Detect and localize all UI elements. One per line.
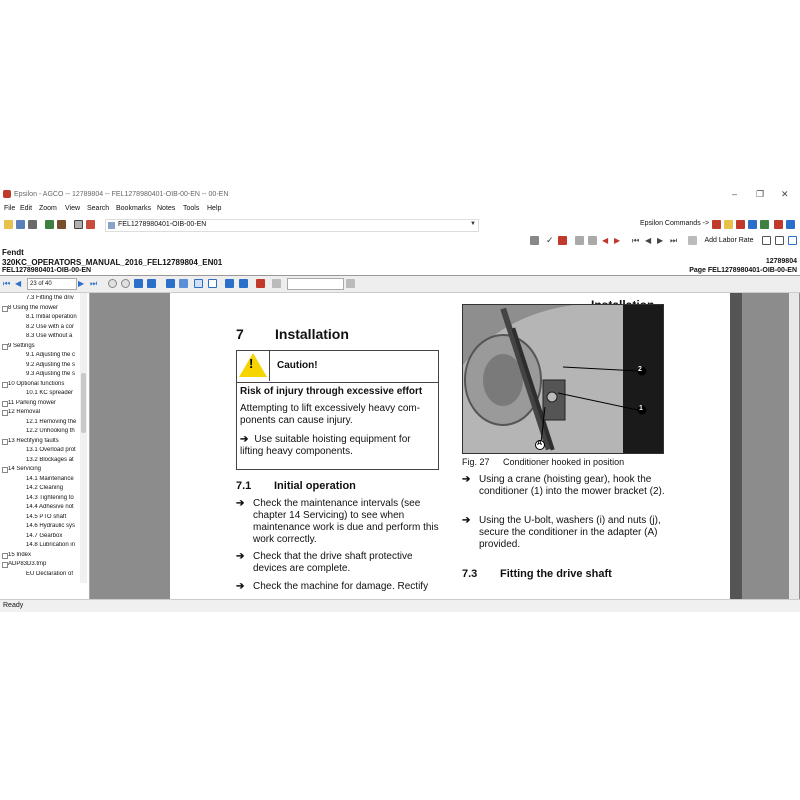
tree-item[interactable]: 8 Using the mower — [8, 304, 59, 311]
tree-item[interactable]: 11 Parking mower — [8, 399, 56, 406]
arrow-right-icon: ➔ — [462, 515, 471, 526]
help-icon[interactable] — [786, 220, 795, 229]
tree-item[interactable]: 13 Rectifying faults — [8, 437, 59, 444]
tree-item[interactable]: 7.3 Fitting the driv — [26, 295, 74, 301]
last-page-icon[interactable]: ⏭ — [90, 279, 98, 288]
tree-item[interactable]: 12 Removal — [8, 409, 41, 415]
tree-scrollbar[interactable] — [80, 293, 87, 583]
pdf-icon[interactable] — [256, 279, 265, 288]
manual-number: 12789804 — [765, 258, 797, 265]
page-shadow — [730, 293, 742, 599]
next-icon[interactable]: ▶ — [614, 236, 621, 245]
document-icon — [108, 222, 115, 229]
add-labor-rate-button[interactable]: Add Labor Rate — [704, 237, 754, 244]
document-selector-value: FEL1278980401-OIB-00-EN — [118, 221, 207, 228]
app-logo-icon — [3, 190, 11, 198]
window-max-icon[interactable] — [788, 236, 797, 245]
bullet-item — [462, 515, 672, 555]
caution-divider — [237, 382, 438, 383]
minimize-button[interactable]: – — [732, 189, 738, 199]
expander-icon[interactable] — [2, 410, 8, 416]
main-toolbar — [0, 217, 800, 232]
zoom-out-icon[interactable] — [121, 279, 130, 288]
tree-item[interactable]: 8.2 Use with a cor — [26, 323, 75, 330]
fit-icon[interactable] — [134, 279, 143, 288]
prev-icon[interactable]: ◀ — [602, 236, 609, 245]
open-folder-icon[interactable] — [4, 220, 13, 229]
page-number-input[interactable]: 23 of 40 — [27, 278, 77, 290]
arrow-right-icon: ➔ — [462, 474, 471, 485]
app-window — [0, 186, 800, 612]
cart-icon[interactable] — [558, 236, 567, 245]
bullet-text: Check the machine for damage. Rectify — [253, 581, 429, 592]
check-icon[interactable]: ✓ — [546, 235, 554, 245]
bullet-item — [236, 551, 441, 577]
history-icon[interactable] — [588, 236, 597, 245]
chapter-number: 7 — [236, 326, 244, 342]
tree-item[interactable]: 14.6 Hydraulic sys — [26, 523, 76, 529]
bullet-item — [462, 474, 672, 514]
expander-icon[interactable] — [2, 439, 8, 445]
document-code: FEL1278980401-OIB-00-EN — [2, 267, 92, 274]
chevron-down-icon[interactable]: ▼ — [470, 221, 476, 227]
highlight-icon[interactable] — [272, 279, 281, 288]
tree-item[interactable]: 14.8 Lubrication in — [26, 542, 76, 548]
document-scrollbar[interactable] — [789, 293, 799, 599]
brand-header — [0, 248, 800, 257]
next-page-icon[interactable]: ▶ — [78, 279, 85, 288]
bullet-item — [236, 581, 441, 595]
arrow-right-icon: ➔ — [236, 498, 245, 509]
tree-item[interactable]: 14 Servicing — [8, 466, 42, 472]
single-page-icon[interactable] — [166, 279, 175, 288]
viewer-toolbar — [0, 276, 800, 293]
history-back-icon[interactable] — [575, 236, 584, 245]
tree-item[interactable]: EU Declaration of — [26, 570, 74, 577]
epsilon-commands-label: Epsilon Commands -> — [640, 220, 710, 227]
brand-name: Fendt — [2, 248, 24, 257]
tree-item[interactable]: 10.1 KC spreader — [26, 390, 74, 396]
back-link-icon[interactable] — [225, 279, 234, 288]
document-view — [90, 293, 800, 599]
two-page-icon[interactable] — [208, 279, 217, 288]
caution-action-text: Use suitable hoisting equipment for lifting heavy components. — [240, 434, 411, 457]
callout-2: 2 — [638, 366, 642, 373]
tree-item[interactable]: 9 Settings — [8, 342, 35, 349]
save-icon[interactable] — [16, 220, 25, 229]
prev-page-icon[interactable]: ◀ — [15, 279, 22, 288]
first-page-icon[interactable]: ⏮ — [3, 279, 11, 288]
bullet-text: Check the maintenance intervals (see chapter 14 Servicing) to see when maintenance work is due and perform this work correctly. — [253, 498, 439, 545]
maximize-button[interactable]: ❐ — [756, 189, 765, 199]
forward-icon[interactable]: ▶ — [657, 236, 664, 245]
section-73-number: 7.3 — [462, 568, 478, 580]
labor-icon[interactable] — [688, 236, 697, 245]
bookmark-tree — [0, 293, 90, 599]
epsilon-command-2-icon[interactable] — [724, 220, 733, 229]
forward-link-icon[interactable] — [239, 279, 248, 288]
window-title: Epsilon - AGCO -- 12789804 -- FEL1278980401-OIB-00-EN -- 00-EN — [14, 191, 229, 198]
section-73-title: Fitting the drive shaft — [500, 568, 612, 580]
status-bar — [0, 599, 800, 612]
tree-item[interactable]: 9.3 Adjusting the s — [26, 371, 76, 377]
bullet-text: Using a crane (hoisting gear), hook the conditioner (1) into the mower bracket (2). — [479, 474, 665, 497]
window-restore-icon[interactable] — [775, 236, 784, 245]
rotate-icon[interactable] — [147, 279, 156, 288]
secondary-toolbar — [0, 233, 800, 248]
epsilon-command-1-icon[interactable] — [712, 220, 721, 229]
chapter-title: Installation — [275, 326, 349, 342]
expander-icon[interactable] — [2, 401, 8, 407]
tree-item[interactable]: 8.1 Initial operation — [26, 314, 77, 320]
bullet-item — [236, 498, 441, 545]
status-text: Ready — [3, 602, 24, 609]
figure-image — [462, 304, 664, 454]
hand-tool-icon[interactable] — [194, 279, 203, 288]
epsilon-command-6-icon[interactable] — [774, 220, 783, 229]
page-label: Page FEL1278980401-OIB-00-EN — [689, 267, 797, 274]
tree-item[interactable]: 9.2 Adjusting the s — [26, 361, 76, 368]
arrow-right-icon: ➔ — [236, 551, 245, 562]
last-icon[interactable]: ⏭ — [670, 236, 678, 245]
figure-number: Fig. 27 — [462, 457, 490, 467]
continuous-icon[interactable] — [179, 279, 188, 288]
edit-icon[interactable] — [530, 236, 539, 245]
tree-item[interactable]: 12.1 Removing the — [26, 418, 77, 425]
manual-page — [170, 293, 730, 599]
tree-item[interactable]: 9.1 Adjusting the c — [26, 352, 76, 358]
menu-view[interactable]: View — [65, 205, 81, 212]
exclamation-icon: ! — [249, 356, 254, 371]
expander-icon[interactable] — [2, 562, 8, 568]
section-71-title: Initial operation — [274, 480, 356, 492]
warning-icon-box — [237, 351, 270, 381]
caution-action — [240, 434, 436, 458]
tree-item[interactable]: 14.7 Gearbox — [26, 532, 63, 539]
bullet-text: Using the U-bolt, washers (i) and nuts (j), secure the conditioner in the adapter (A) provided. — [479, 515, 661, 550]
menu-tools[interactable]: Tools — [183, 205, 200, 212]
epsilon-command-5-icon[interactable] — [760, 220, 769, 229]
menu-bookmarks[interactable]: Bookmarks — [116, 205, 152, 212]
caution-box — [236, 350, 439, 470]
tree-item[interactable]: 10 Optional functions — [8, 380, 65, 387]
caution-risk: Risk of injury through excessive effort — [240, 386, 423, 397]
arrow-right-icon: ➔ — [236, 581, 245, 592]
book-icon[interactable] — [86, 220, 95, 229]
bullet-text: Check that the drive shaft protective devices are complete. — [253, 551, 413, 574]
find-icon[interactable] — [346, 279, 355, 288]
tree-item[interactable]: 13.2 Blockages at — [26, 456, 74, 463]
section-71-number: 7.1 — [236, 480, 252, 492]
tree-item[interactable]: 15 Index — [8, 551, 32, 558]
tree-scroll-thumb[interactable] — [81, 373, 86, 433]
conditioner-photo — [463, 305, 663, 453]
tree-item[interactable]: 14.5 PTO shaft — [26, 513, 67, 520]
menu-edit[interactable]: Edit — [20, 205, 33, 212]
find-input[interactable] — [287, 278, 344, 290]
expander-icon[interactable] — [2, 467, 8, 473]
first-icon[interactable]: ⏮ — [632, 236, 640, 245]
expander-icon[interactable] — [2, 306, 8, 312]
tree-item[interactable]: 14.3 Tightening to — [26, 494, 74, 501]
menu-file[interactable]: File — [4, 205, 16, 212]
print-icon[interactable] — [28, 220, 37, 229]
epsilon-command-3-icon[interactable] — [736, 220, 745, 229]
tree-item[interactable]: 14.4 Adhesive not — [26, 504, 74, 510]
menu-bar — [0, 204, 800, 216]
manual-title: 320KC_OPERATORS_MANUAL_2016_FEL12789804_EN01 — [2, 258, 223, 267]
callout-a: A — [537, 440, 543, 447]
tree-item[interactable]: 12.2 Unhooking th — [26, 428, 75, 434]
figure-caption: Conditioner hooked in position — [503, 457, 625, 467]
import-icon[interactable] — [45, 220, 54, 229]
arrow-right-icon: ➔ — [240, 434, 249, 445]
expander-icon[interactable] — [2, 344, 8, 350]
tree-item[interactable]: 14.1 Maintenance — [26, 475, 74, 482]
expander-icon[interactable] — [2, 382, 8, 388]
expander-icon[interactable] — [2, 553, 8, 559]
manual-header — [0, 257, 800, 276]
export-icon[interactable] — [57, 220, 66, 229]
tree-item[interactable]: 8.3 Use without a — [26, 333, 73, 339]
split-view-icon[interactable] — [74, 220, 83, 229]
epsilon-command-4-icon[interactable] — [748, 220, 757, 229]
tree-item[interactable]: 14.2 Cleaning — [26, 485, 64, 491]
document-selector[interactable] — [105, 219, 479, 232]
callout-1: 1 — [639, 405, 643, 412]
close-button[interactable]: ✕ — [781, 189, 789, 199]
menu-zoom[interactable]: Zoom — [39, 205, 57, 212]
caution-text: Attempting to lift excessively heavy com-ponents can cause injury. — [240, 403, 421, 426]
tree-item[interactable]: ADP83D3.tmp — [8, 561, 47, 567]
menu-help[interactable]: Help — [207, 205, 222, 212]
tree-item[interactable]: 13.1 Overload prot — [26, 447, 76, 453]
title-bar — [0, 186, 800, 203]
window-min-icon[interactable] — [762, 236, 771, 245]
back-icon[interactable]: ◀ — [645, 236, 652, 245]
caution-label: Caution! — [277, 360, 318, 371]
menu-search[interactable]: Search — [87, 205, 110, 212]
menu-notes[interactable]: Notes — [157, 205, 176, 212]
zoom-in-icon[interactable] — [108, 279, 117, 288]
